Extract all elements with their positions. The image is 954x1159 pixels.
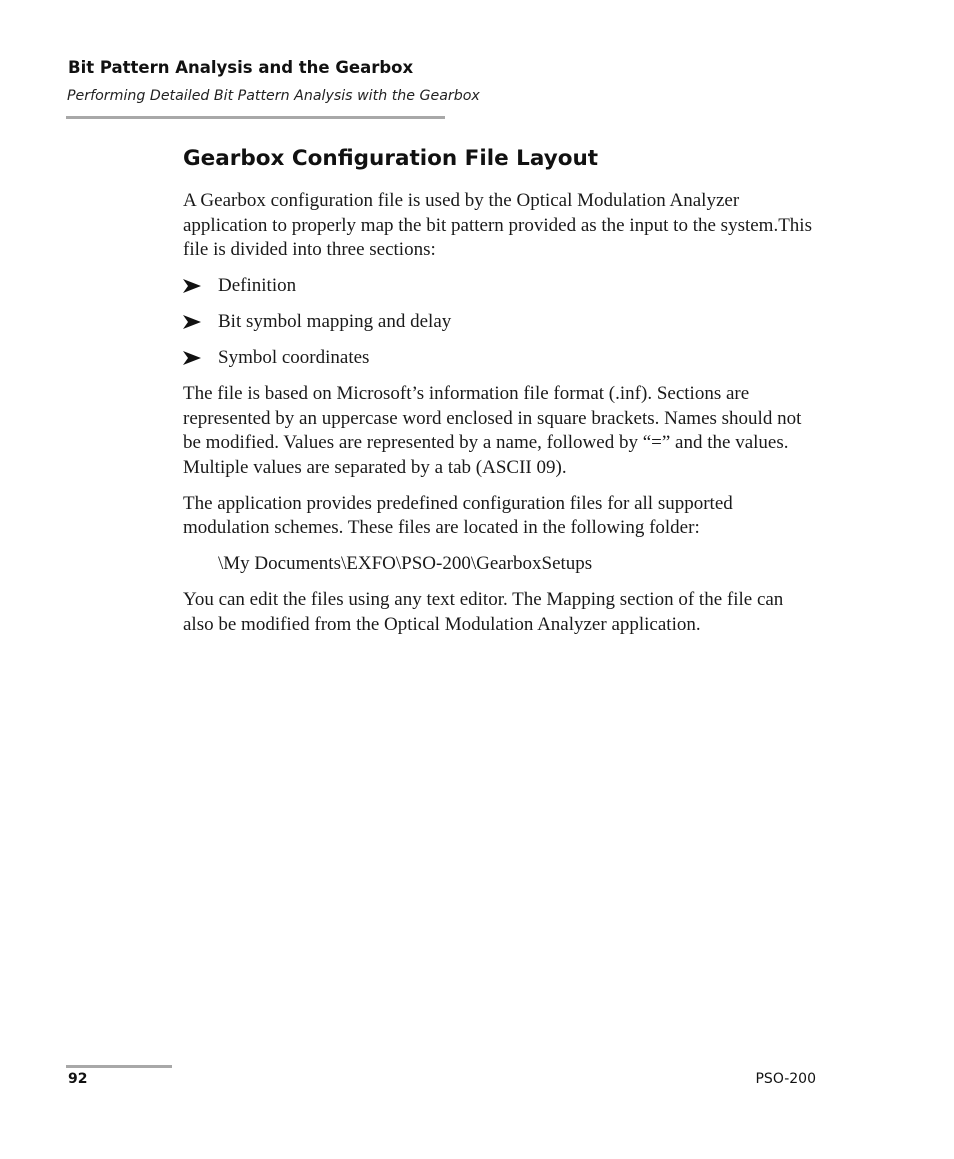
page-number: 92 [68,1071,88,1087]
footer-divider [66,1065,172,1068]
list-item [183,310,818,335]
files-paragraph: The application provides predefined configuration files for all supported modulation schemes. These files are located in the following folder: [183,492,733,539]
arrowhead-bullet-icon [183,279,201,293]
body-content [183,189,818,649]
product-name: PSO-200 [755,1071,816,1087]
section-list [183,274,818,371]
list-item-label: Bit symbol mapping and delay [218,311,452,333]
format-paragraph: The file is based on Microsoft’s information file format (.inf). Sections are represented by an uppercase word enclosed in square brackets. Names should not be modified. Values are represented by a name, followed by “=” and the values. Multiple values are separated by a tab (ASCII 09). [183,383,802,478]
arrowhead-bullet-icon [183,315,201,329]
list-item [183,346,818,371]
running-header-title: Bit Pattern Analysis and the Gearbox [68,58,414,77]
header-divider [66,116,445,119]
edit-paragraph: You can edit the files using any text editor. The Mapping section of the file can also be modified from the Optical Modulation Analyzer application. [183,589,784,636]
running-header-subtitle: Performing Detailed Bit Pattern Analysis with the Gearbox [67,88,480,104]
folder-path: \My Documents\EXFO\PSO-200\GearboxSetups [218,553,593,575]
intro-paragraph: A Gearbox configuration file is used by the Optical Modulation Analyzer application to properly map the bit pattern provided as the input to the system.This file is divided into three sections: [183,190,812,261]
list-item-label: Symbol coordinates [218,347,370,369]
section-heading: Gearbox Configuration File Layout [183,146,599,171]
list-item-label: Definition [218,275,297,297]
arrowhead-bullet-icon [183,351,201,365]
list-item [183,274,818,299]
